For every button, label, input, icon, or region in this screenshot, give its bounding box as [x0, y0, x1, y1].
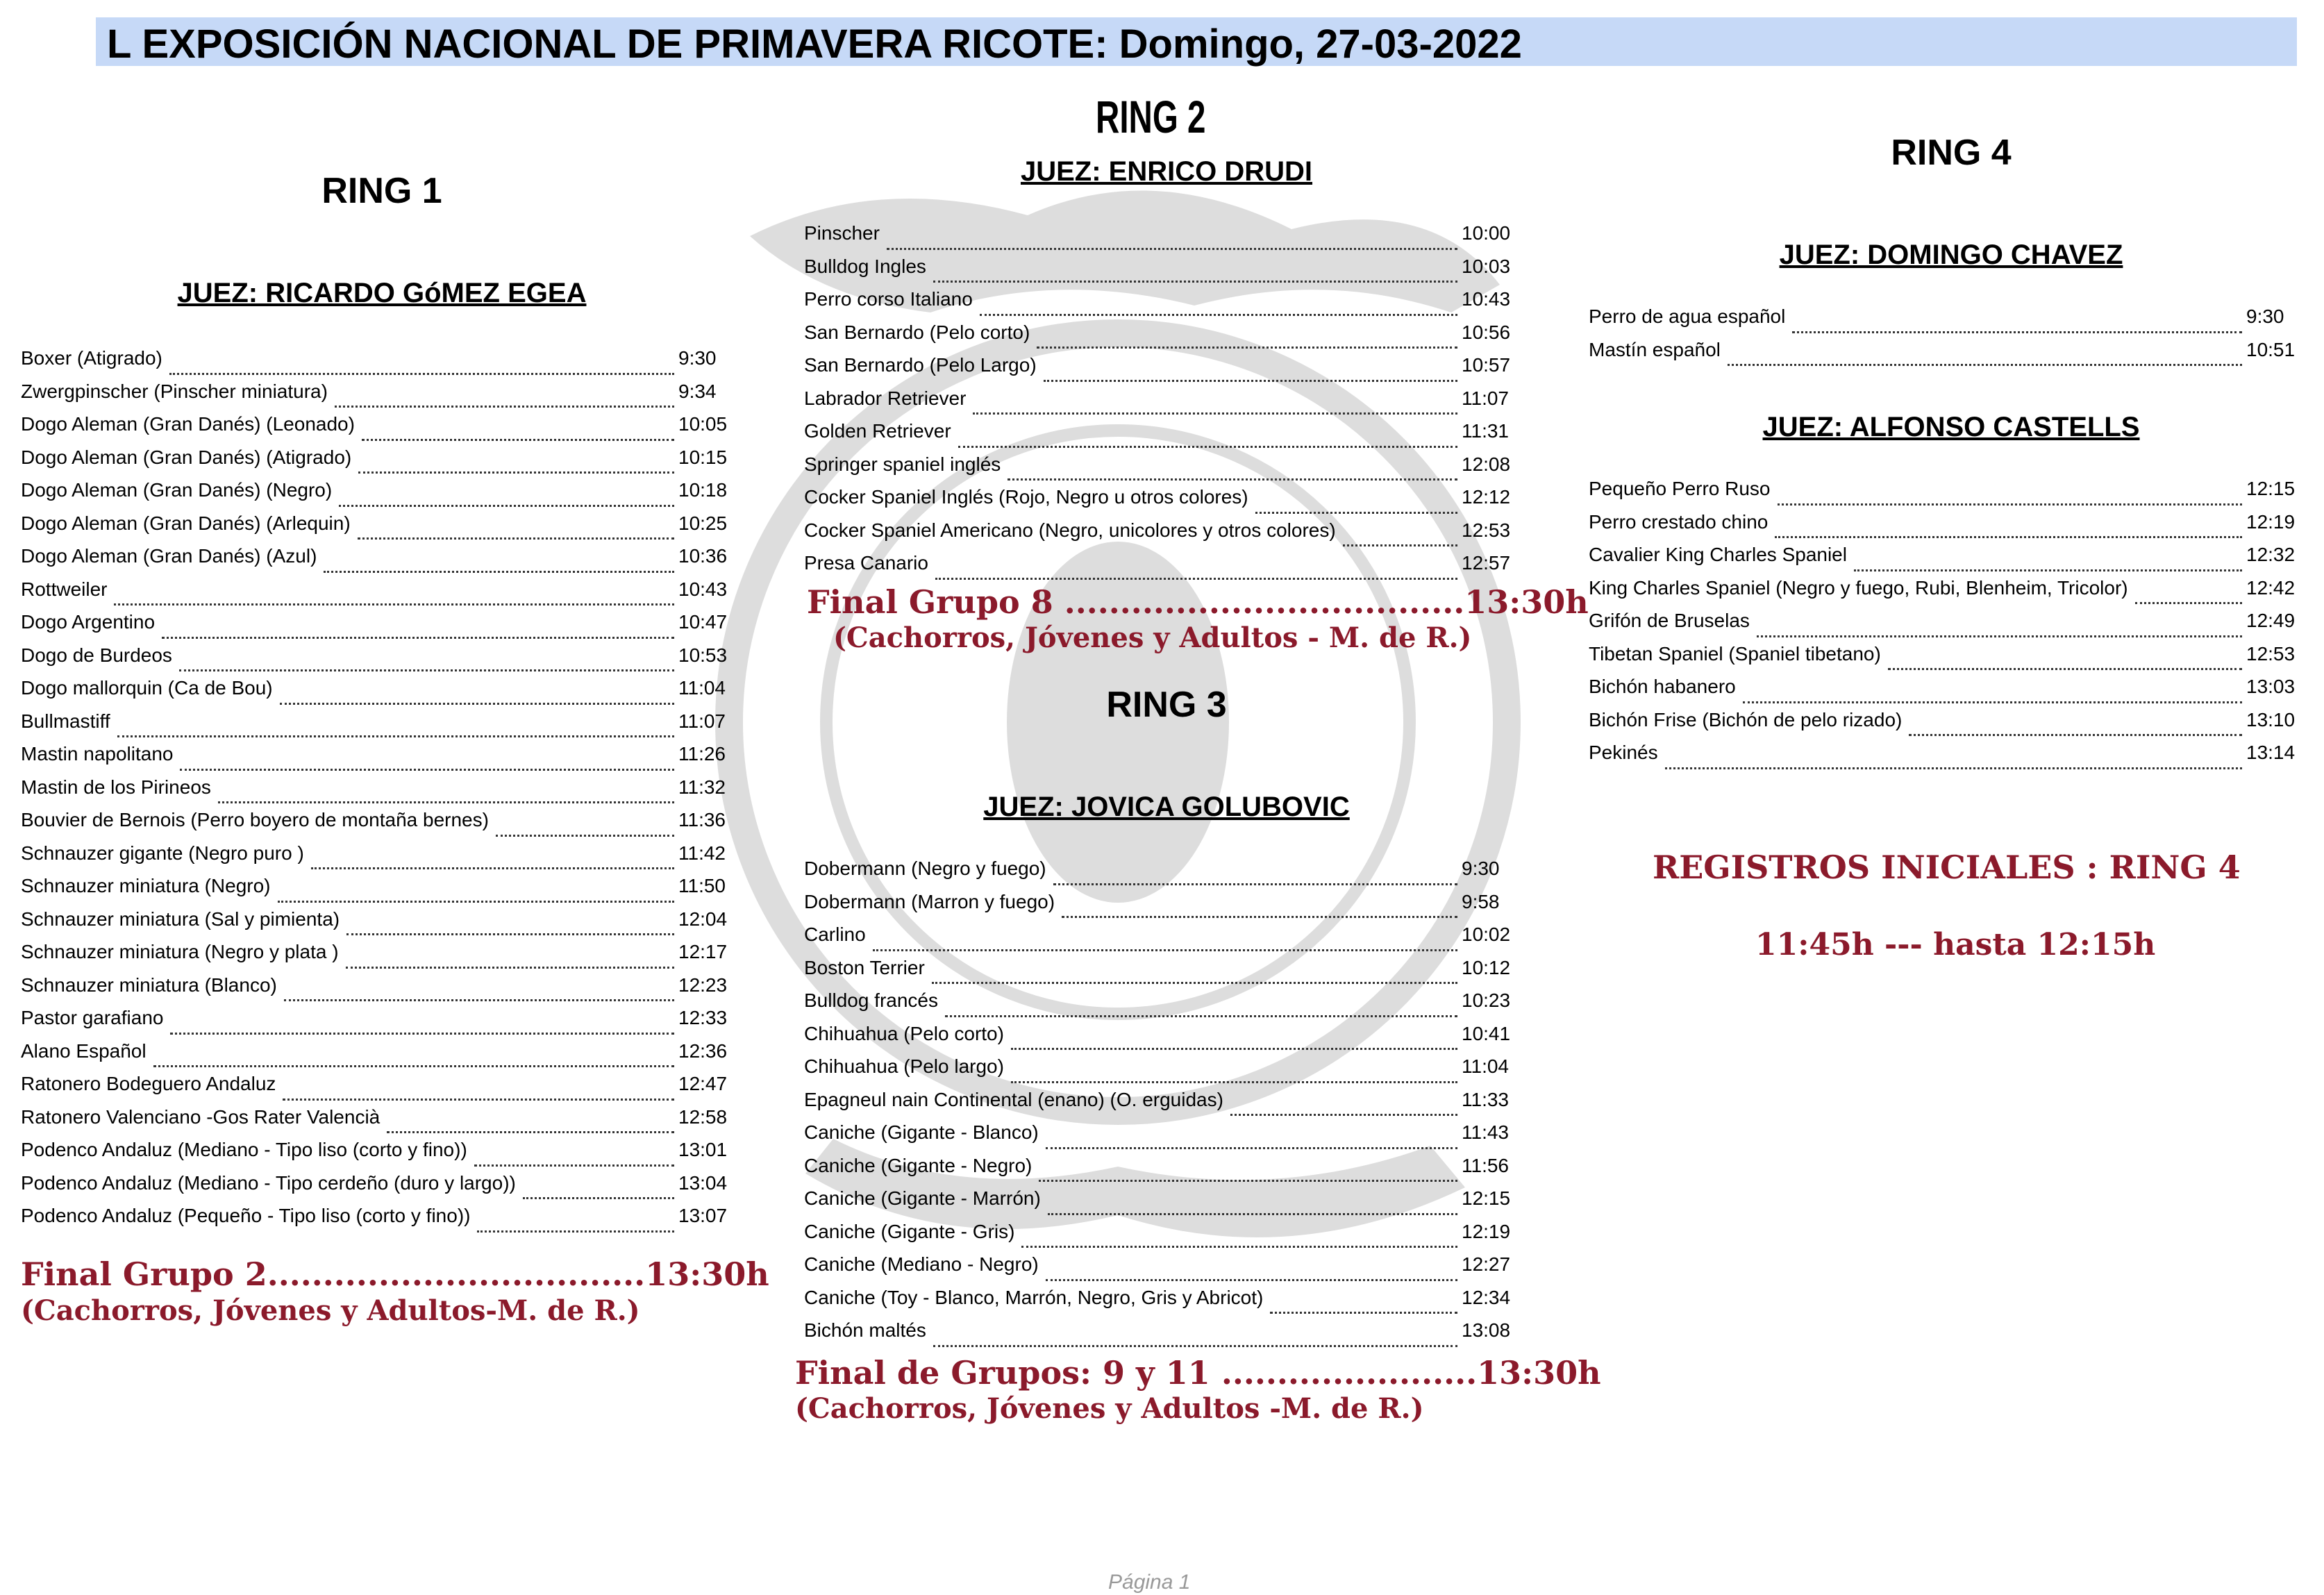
judging-time: 10:41 [1462, 1022, 1511, 1044]
dot-leader [1854, 569, 2242, 571]
schedule-row [804, 486, 1516, 519]
dot-leader [358, 471, 674, 474]
dot-leader [2135, 602, 2242, 604]
judging-time: 13:14 [2246, 742, 2296, 763]
judging-time: 12:08 [1462, 453, 1511, 475]
breed-name: Pinscher [804, 222, 880, 244]
breed-name: Mastin napolitano [21, 743, 174, 765]
breed-name: Rottweiler [21, 578, 108, 600]
schedule-row [21, 1073, 733, 1106]
breed-name: Bichón habanero [1589, 676, 1736, 697]
breed-name: Bouvier de Bernois (Perro boyero de montaña bernes) [21, 809, 489, 830]
dot-leader [1778, 503, 2242, 506]
judging-time: 13:10 [2246, 708, 2296, 730]
dot-leader [1775, 536, 2242, 538]
judging-time: 10:18 [678, 479, 728, 501]
judging-time: 12:58 [678, 1105, 728, 1128]
breed-name: Caniche (Gigante - Marrón) [804, 1187, 1041, 1209]
breed-name: Boston Terrier [804, 956, 925, 978]
dot-leader [933, 281, 1457, 283]
breed-name: Zwergpinscher (Pinscher miniatura) [21, 380, 328, 402]
dot-leader [1037, 346, 1457, 349]
judging-time: 11:07 [678, 710, 726, 732]
breed-name: Dogo de Burdeos [21, 644, 172, 666]
ring4-judge2: JUEZ: ALFONSO CASTELLS [1762, 412, 2140, 442]
judging-time: 10:43 [678, 578, 728, 600]
schedule-row [21, 908, 733, 942]
breed-name: Dogo Argentino [21, 611, 156, 633]
dot-leader [311, 867, 674, 869]
dot-leader [477, 1230, 674, 1233]
breed-name: Presa Canario [804, 552, 928, 574]
ring4-schedule-2 [1589, 478, 2300, 775]
breed-name: Caniche (Gigante - Gris) [804, 1220, 1015, 1242]
schedule-row [804, 288, 1516, 321]
breed-name: Ratonero Bodeguero Andaluz [21, 1073, 276, 1094]
dot-leader [153, 1065, 674, 1067]
dot-leader [1665, 767, 2242, 769]
schedule-row [21, 611, 733, 644]
dot-leader [179, 669, 674, 671]
schedule-row [804, 222, 1516, 256]
judging-time: 10:05 [678, 413, 728, 435]
ring3-final-line2: (Cachorros, Jóvenes y Adultos -M. de R.) [795, 1392, 1424, 1425]
ring3-schedule [804, 858, 1516, 1353]
judging-time: 12:04 [678, 908, 728, 930]
breed-name: Schnauzer gigante (Negro puro ) [21, 842, 304, 864]
schedule-row [804, 1221, 1516, 1254]
breed-name: Perro corso Italiano [804, 288, 973, 310]
dot-leader [1343, 544, 1457, 546]
breed-name: Bulldog francés [804, 989, 939, 1011]
dot-leader [1888, 668, 2242, 670]
schedule-row [1589, 339, 2300, 372]
judging-time: 11:50 [678, 875, 726, 896]
breed-name: Ratonero Valenciano -Gos Rater Valencià [21, 1105, 381, 1128]
breed-name: Labrador Retriever [804, 387, 967, 409]
ring1-judge: JUEZ: RICARDO GóMEZ EGEA [177, 278, 587, 308]
breed-name: Dogo Aleman (Gran Danés) (Azul) [21, 545, 317, 567]
dot-leader [335, 406, 674, 408]
dot-leader [324, 571, 674, 573]
judging-time: 9:58 [1462, 890, 1500, 912]
dot-leader [1039, 1180, 1457, 1182]
schedule-row [21, 381, 733, 414]
breed-name: Perro de agua español [1589, 306, 1786, 327]
dot-leader [284, 999, 674, 1001]
judging-time: 11:04 [678, 677, 726, 699]
schedule-row [21, 446, 733, 480]
judging-time: 12:15 [2246, 478, 2296, 499]
breed-name: Caniche (Gigante - Negro) [804, 1154, 1033, 1176]
judging-time: 12:32 [2246, 544, 2296, 565]
dot-leader [218, 801, 674, 803]
schedule-row [21, 677, 733, 710]
breed-name: Perro crestado chino [1589, 510, 1769, 533]
schedule-row [804, 1287, 1516, 1320]
breed-name: San Bernardo (Pelo corto) [804, 321, 1030, 343]
ring2-final-line1: Final Grupo 8 ....................................13:30h [807, 583, 1589, 621]
schedule-row [21, 1205, 733, 1238]
judging-time: 10:25 [678, 512, 728, 534]
schedule-row [804, 420, 1516, 453]
page-title: L EXPOSICIÓN NACIONAL DE PRIMAVERA RICOTE: Domingo, 27-03-2022 [107, 22, 1522, 67]
schedule-row [21, 479, 733, 512]
breed-name: Schnauzer miniatura (Negro y plata ) [21, 941, 339, 962]
breed-name: Podenco Andaluz (Mediano - Tipo cerdeño (duro y largo)) [21, 1171, 516, 1194]
dot-leader [346, 933, 674, 935]
registros-time: 11:45h --- hasta 12:15h [1755, 927, 2156, 962]
dot-leader [1270, 1312, 1457, 1314]
schedule-row [21, 644, 733, 678]
judging-time: 11:56 [1462, 1154, 1509, 1176]
ring2-final-line2: (Cachorros, Jóvenes y Adultos - M. de R.) [833, 621, 1472, 654]
schedule-row [804, 957, 1516, 990]
schedule-row [1589, 676, 2300, 709]
breed-name: Cavalier King Charles Spaniel [1589, 544, 1847, 565]
judging-time: 10:23 [1462, 989, 1511, 1011]
judging-time: 10:53 [678, 644, 728, 666]
dot-leader [935, 578, 1457, 580]
dot-leader [387, 1131, 674, 1133]
dot-leader [1230, 1114, 1457, 1116]
dot-leader [1743, 701, 2242, 703]
breed-name: King Charles Spaniel (Negro y fuego, Rubi, Blenheim, Tricolor) [1589, 576, 2128, 599]
ring1-final-line2: (Cachorros, Jóvenes y Adultos-M. de R.) [21, 1294, 640, 1327]
breed-name: Caniche (Gigante - Blanco) [804, 1121, 1039, 1143]
dot-leader [162, 637, 674, 639]
judging-time: 11:43 [1462, 1121, 1509, 1143]
breed-name: Dogo Aleman (Gran Danés) (Atigrado) [21, 446, 352, 468]
schedule-row [1589, 709, 2300, 742]
breed-name: Bullmastiff [21, 710, 110, 732]
judging-time: 10:15 [678, 446, 728, 468]
dot-leader [1255, 512, 1457, 514]
judging-time: 13:03 [2246, 676, 2296, 697]
schedule-row [21, 974, 733, 1008]
judging-time: 12:19 [1462, 1220, 1511, 1242]
dot-leader [474, 1164, 674, 1167]
schedule-row [1589, 742, 2300, 775]
dot-leader [117, 735, 674, 737]
ring3-judge: JUEZ: JOVICA GOLUBOVIC [983, 792, 1350, 822]
schedule-row [804, 453, 1516, 487]
judging-time: 9:30 [678, 347, 717, 369]
breed-name: Dogo Aleman (Gran Danés) (Negro) [21, 479, 333, 501]
dot-leader [945, 1015, 1457, 1017]
schedule-row [21, 413, 733, 446]
schedule-row [21, 809, 733, 842]
schedule-row [21, 875, 733, 908]
schedule-row [1589, 544, 2300, 577]
dot-leader [973, 412, 1457, 415]
schedule-row [21, 1106, 733, 1139]
dot-leader [114, 603, 674, 606]
breed-name: Dogo Aleman (Gran Danés) (Arlequin) [21, 512, 351, 534]
dot-leader [1046, 1279, 1457, 1281]
ring4-judge1: JUEZ: DOMINGO CHAVEZ [1779, 240, 2123, 270]
dot-leader [278, 901, 675, 903]
dot-leader [1044, 380, 1457, 382]
breed-name: Chihuahua (Pelo corto) [804, 1022, 1004, 1044]
schedule-row [21, 743, 733, 776]
dot-leader [1757, 635, 2242, 637]
dot-leader [932, 982, 1457, 984]
judging-time: 10:43 [1462, 288, 1511, 310]
registros-title: REGISTROS INICIALES : RING 4 [1653, 849, 2241, 886]
judging-time: 12:57 [1462, 552, 1511, 574]
schedule-row [1589, 577, 2300, 610]
breed-name: Dobermann (Marron y fuego) [804, 890, 1055, 912]
schedule-row [21, 710, 733, 744]
judging-time: 13:04 [678, 1171, 728, 1194]
judging-time: 10:47 [678, 611, 728, 633]
schedule-row [804, 1089, 1516, 1122]
schedule-row [804, 1253, 1516, 1287]
judging-time: 12:53 [1462, 519, 1511, 541]
schedule-row [1589, 306, 2300, 339]
schedule-row [1589, 643, 2300, 676]
schedule-row [804, 387, 1516, 421]
breed-name: Bichón maltés [804, 1319, 926, 1341]
dot-leader [283, 1099, 674, 1101]
judging-time: 12:47 [678, 1073, 728, 1094]
judging-time: 13:08 [1462, 1319, 1511, 1341]
judging-time: 11:33 [1462, 1088, 1509, 1110]
page-footer: Página 1 [1108, 1571, 1191, 1594]
breed-name: Schnauzer miniatura (Sal y pimienta) [21, 908, 340, 930]
schedule-row [1589, 610, 2300, 643]
dot-leader [873, 949, 1457, 951]
breed-name: Caniche (Toy - Blanco, Marrón, Negro, Gris y Abricot) [804, 1286, 1264, 1308]
schedule-row [21, 776, 733, 810]
judging-time: 9:30 [1462, 858, 1500, 879]
schedule-row [21, 941, 733, 974]
judging-time: 10:02 [1462, 924, 1511, 945]
breed-name: San Bernardo (Pelo Largo) [804, 354, 1037, 376]
schedule-row [21, 545, 733, 578]
schedule-row [804, 1155, 1516, 1188]
dot-leader [1021, 1246, 1457, 1248]
schedule-row [21, 578, 733, 612]
schedule-row [804, 924, 1516, 957]
judging-time: 12:12 [1462, 486, 1511, 508]
dot-leader [280, 703, 674, 705]
dot-leader [339, 505, 674, 507]
breed-name: Boxer (Atigrado) [21, 347, 162, 369]
breed-name: Springer spaniel inglés [804, 453, 1001, 475]
breed-name: Chihuahua (Pelo largo) [804, 1055, 1004, 1077]
dot-leader [1011, 1081, 1457, 1083]
breed-name: Pekinés [1589, 742, 1658, 763]
ring1-schedule [21, 347, 733, 1238]
breed-name: Carlino [804, 924, 866, 945]
judging-time: 11:31 [1462, 420, 1509, 442]
judging-time: 12:49 [2246, 610, 2296, 631]
schedule-row [21, 512, 733, 546]
judging-time: 10:51 [2246, 338, 2296, 360]
breed-name: Epagneul nain Continental (enano) (O. erguidas) [804, 1088, 1223, 1110]
ring4-schedule-1 [1589, 306, 2300, 371]
judging-time: 13:07 [678, 1205, 728, 1226]
ring1-heading: RING 1 [321, 171, 442, 211]
ring2-heading: RING 2 [1096, 91, 1206, 142]
breed-name: Caniche (Mediano - Negro) [804, 1253, 1039, 1275]
schedule-row [21, 1172, 733, 1205]
dot-leader [887, 248, 1457, 250]
schedule-row [804, 891, 1516, 924]
breed-name: Golden Retriever [804, 420, 951, 442]
judging-time: 12:36 [678, 1039, 728, 1062]
judging-time: 9:30 [2246, 306, 2284, 327]
schedule-row [804, 1319, 1516, 1353]
schedule-row [804, 858, 1516, 891]
judging-time: 10:12 [1462, 956, 1511, 978]
breed-name: Alano Español [21, 1039, 147, 1062]
judging-time: 11:32 [678, 776, 726, 798]
breed-name: Tibetan Spaniel (Spaniel tibetano) [1589, 642, 1881, 665]
schedule-row [21, 1040, 733, 1074]
judging-time: 10:03 [1462, 255, 1511, 277]
judging-time: 12:17 [678, 941, 728, 962]
dot-leader [1053, 883, 1457, 885]
judging-time: 10:56 [1462, 321, 1511, 343]
schedule-row [804, 1023, 1516, 1056]
schedule-row [804, 256, 1516, 289]
breed-name: Bulldog Ingles [804, 255, 926, 277]
judging-time: 12:27 [1462, 1253, 1511, 1275]
breed-name: Pequeño Perro Ruso [1589, 478, 1771, 499]
dot-leader [1728, 364, 2242, 366]
schedule-row [804, 519, 1516, 553]
judging-time: 9:34 [678, 380, 717, 402]
ring2-judge: JUEZ: ENRICO DRUDI [1020, 156, 1313, 187]
breed-name: Grifón de Bruselas [1589, 610, 1750, 631]
ring3-heading: RING 3 [1106, 685, 1227, 725]
dot-leader [523, 1197, 674, 1199]
judging-time: 10:00 [1462, 222, 1511, 244]
judging-time: 12:23 [678, 974, 728, 996]
dot-leader [346, 967, 674, 969]
judging-time: 12:19 [2246, 510, 2296, 533]
dot-leader [1048, 1213, 1457, 1215]
breed-name: Dogo mallorquin (Ca de Bou) [21, 677, 273, 699]
dot-leader [1011, 1048, 1457, 1050]
judging-time: 13:01 [678, 1139, 728, 1160]
dot-leader [180, 769, 674, 771]
breed-name: Mastín español [1589, 338, 1721, 360]
schedule-row [21, 1139, 733, 1172]
schedule-row [804, 1121, 1516, 1155]
dot-leader [1046, 1147, 1457, 1149]
judging-time: 12:34 [1462, 1286, 1511, 1308]
dot-leader [170, 1033, 674, 1035]
judging-time: 10:36 [678, 545, 728, 567]
breed-name: Cocker Spaniel Inglés (Rojo, Negro u otros colores) [804, 486, 1248, 508]
dot-leader [958, 446, 1457, 448]
breed-name: Dogo Aleman (Gran Danés) (Leonado) [21, 413, 355, 435]
breed-name: Mastin de los Pirineos [21, 776, 211, 798]
schedule-row [21, 842, 733, 876]
dot-leader [358, 537, 674, 540]
judging-time: 11:36 [678, 809, 726, 830]
judging-time: 12:53 [2246, 642, 2296, 665]
judging-time: 11:07 [1462, 387, 1509, 409]
dot-leader [933, 1345, 1457, 1347]
breed-name: Bichón Frise (Bichón de pelo rizado) [1589, 708, 1903, 730]
schedule-row [804, 1055, 1516, 1089]
ring2-schedule [804, 222, 1516, 585]
dot-leader [362, 439, 674, 441]
judging-time: 11:26 [678, 743, 726, 765]
schedule-row [804, 1187, 1516, 1221]
schedule-row [804, 552, 1516, 585]
schedule-row [804, 989, 1516, 1023]
dot-leader [496, 835, 674, 837]
schedule-row [21, 1007, 733, 1040]
breed-name: Schnauzer miniatura (Negro) [21, 875, 271, 896]
breed-name: Dobermann (Negro y fuego) [804, 858, 1046, 879]
dot-leader [1792, 331, 2242, 333]
dot-leader [1062, 916, 1457, 918]
ring4-heading: RING 4 [1891, 133, 2012, 173]
schedule-row [21, 347, 733, 381]
judging-time: 11:42 [678, 842, 726, 864]
ring3-final-line1: Final de Grupos: 9 y 11 .......................13:30h [795, 1354, 1601, 1392]
ring1-final-line1: Final Grupo 2..................................13:30h [21, 1255, 769, 1293]
judging-time: 11:04 [1462, 1055, 1509, 1077]
judging-time: 10:57 [1462, 354, 1511, 376]
breed-name: Cocker Spaniel Americano (Negro, unicolores y otros colores) [804, 519, 1336, 541]
judging-time: 12:42 [2246, 576, 2296, 599]
dot-leader [1909, 734, 2242, 736]
schedule-row [804, 354, 1516, 387]
dot-leader [980, 314, 1457, 316]
breed-name: Podenco Andaluz (Mediano - Tipo liso (corto y fino)) [21, 1139, 467, 1160]
dot-leader [1008, 478, 1457, 481]
dot-leader [169, 373, 674, 375]
breed-name: Pastor garafiano [21, 1007, 164, 1028]
breed-name: Schnauzer miniatura (Blanco) [21, 974, 277, 996]
schedule-row [804, 321, 1516, 355]
judging-time: 12:15 [1462, 1187, 1511, 1209]
title-bar [96, 17, 2297, 66]
breed-name: Podenco Andaluz (Pequeño - Tipo liso (corto y fino)) [21, 1205, 471, 1226]
schedule-row [1589, 478, 2300, 511]
schedule-row [1589, 511, 2300, 544]
judging-time: 12:33 [678, 1007, 728, 1028]
